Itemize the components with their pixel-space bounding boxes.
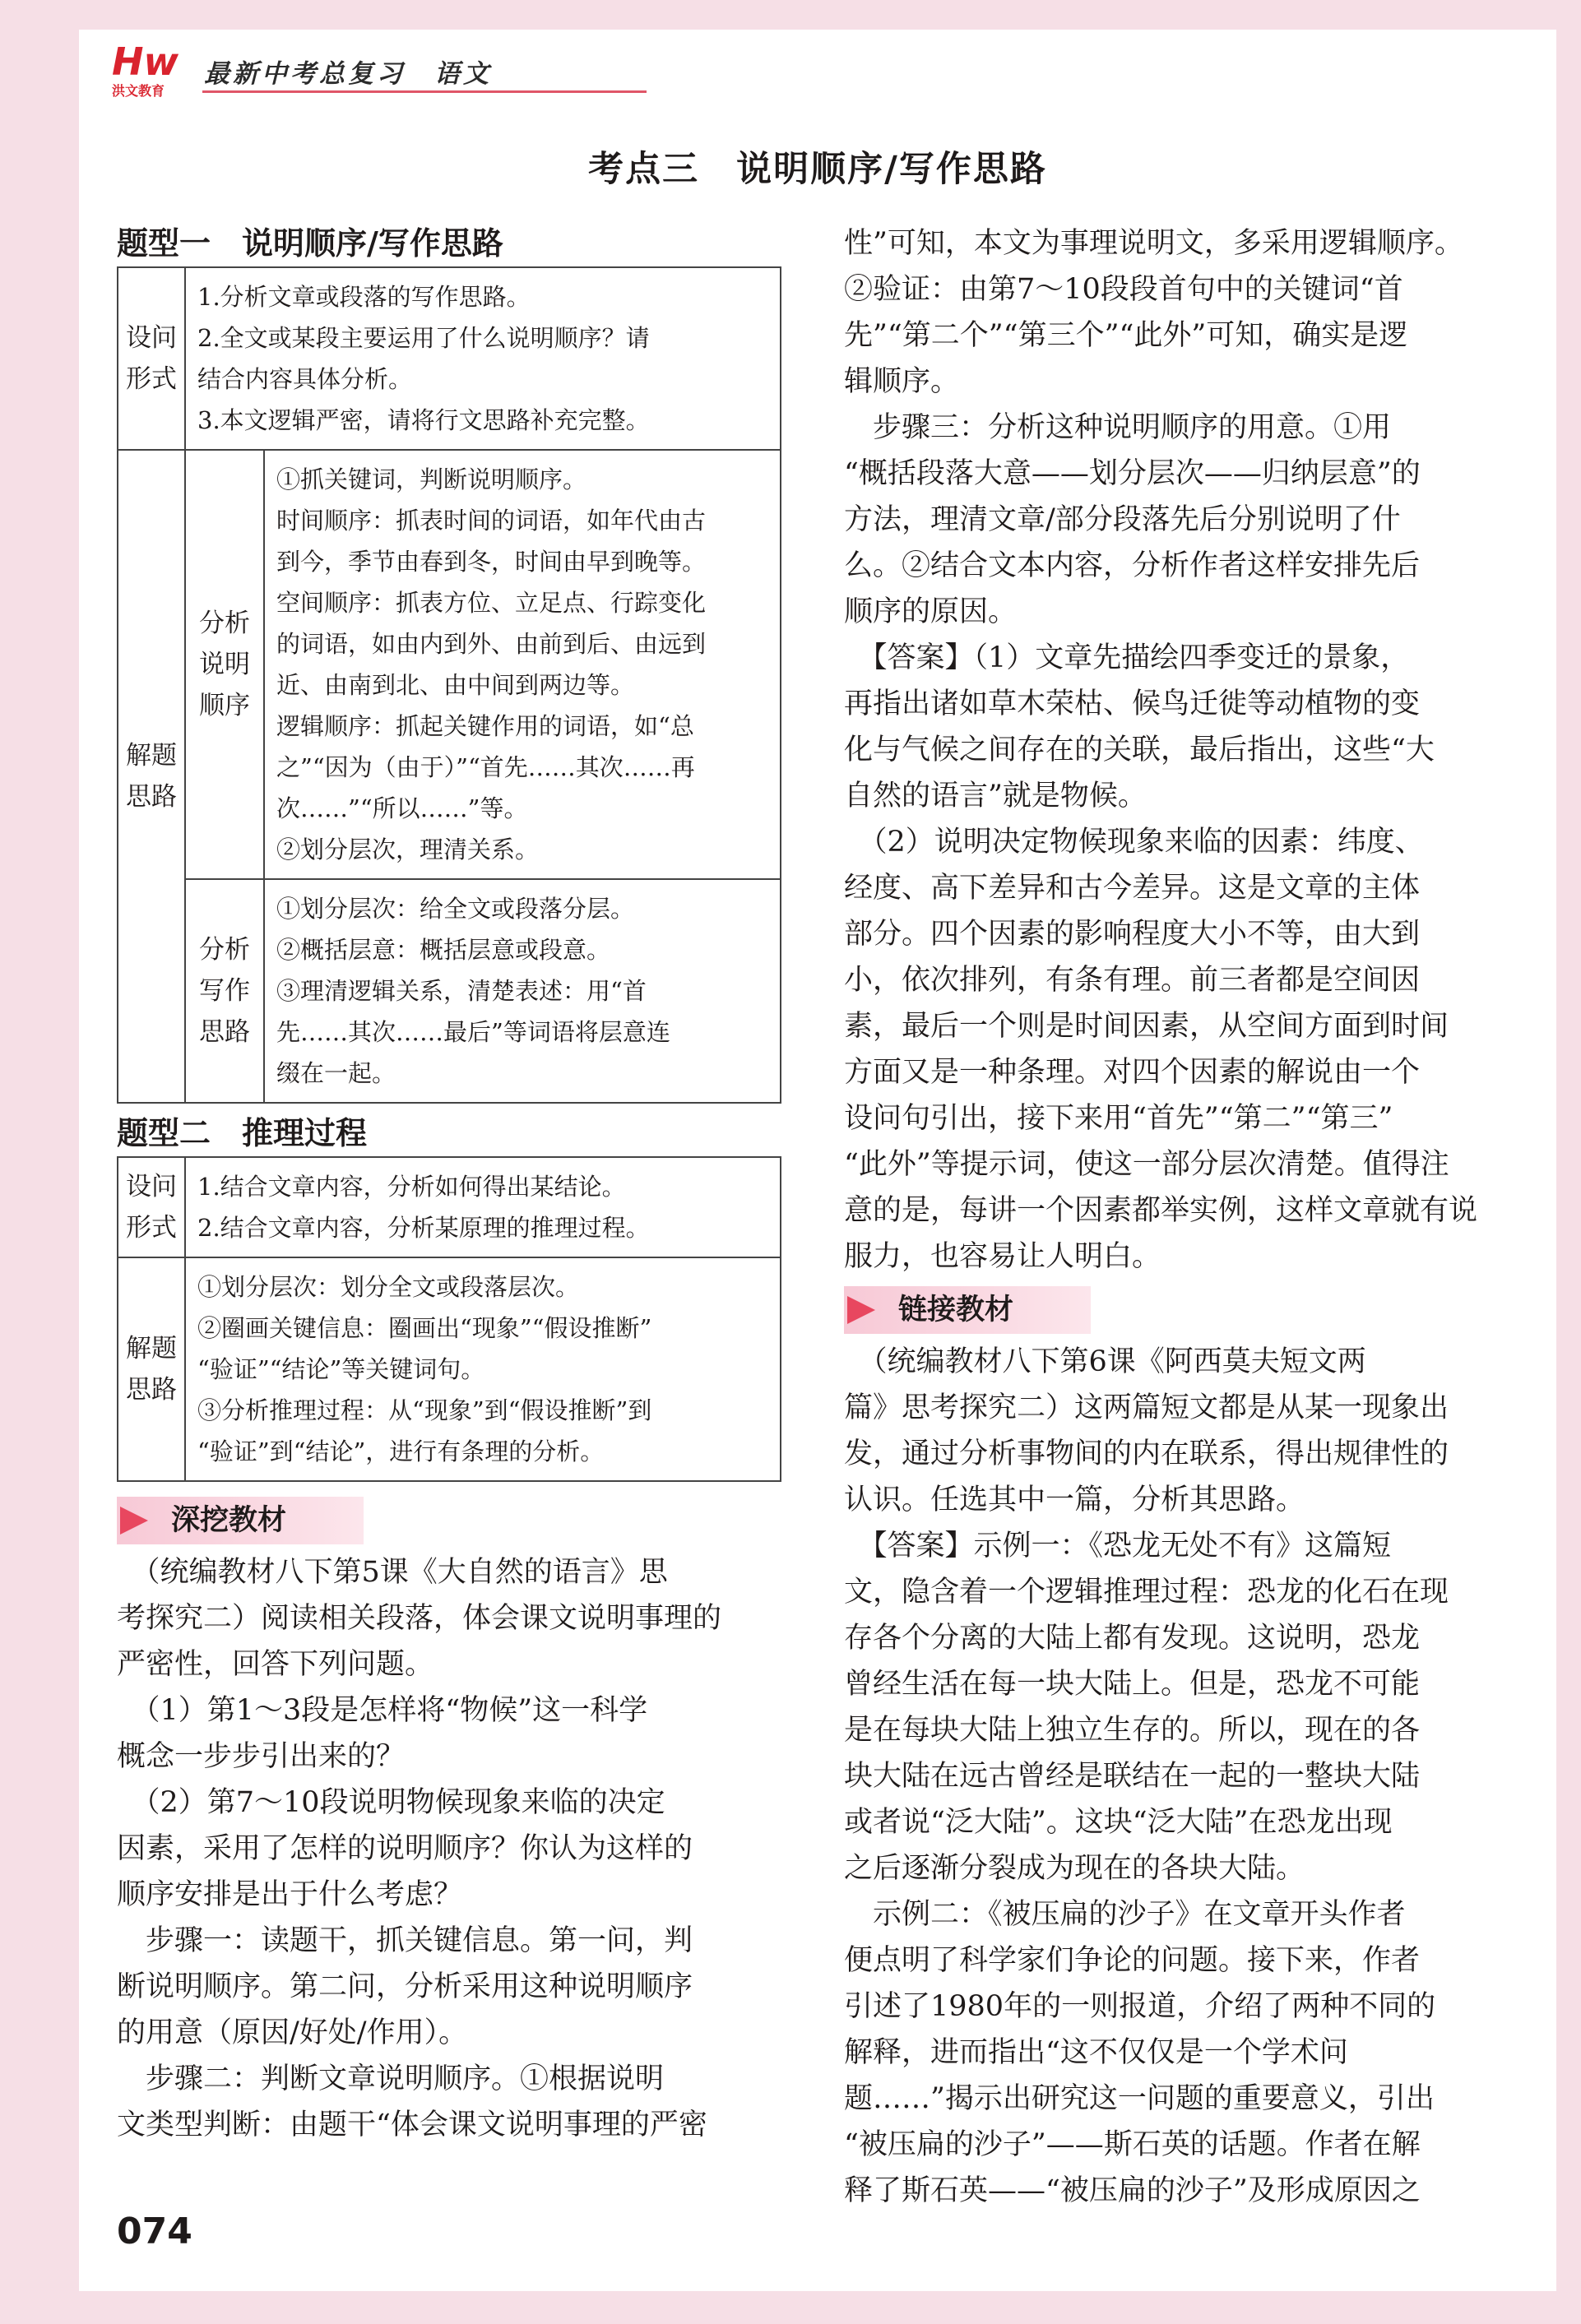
analyze-writing-content: ①划分层次：给全文或段落分层。 ②概括层意：概括层意或段意。 ③理清逻辑关系，清楚表述：用“首 先……其次……最后”等词语将层意连 缀在一起。	[264, 879, 781, 1103]
answer-text-b: （统编教材八下第6课《阿西莫夫短文两 篇》思考探究二）这两篇短文都是从某一现象出 发，通过分析事物间的内在联系，得出规律性的 认识。任选其中一篇，分析其思路。 【答案】示例一：《恐龙无处不有》这篇短 文，隐含着一个逻辑推理过程：恐龙的化石在现 存各个分离的大陆上都有发现。这说明，恐龙 曾经生活在每一块大陆上。但是，恐龙不可能 是在每块大陆上独立生存的。所以，现在的各 块大陆在远古曾经是联结在一起的一整块大陆 或者说“泛大陆”。这块“泛大陆”在恐龙出现 之后逐渐分裂成为现在的各块大陆。 示例二：《被压扁的沙子》在文章开头作者 便点明了科学家们争论的问题。接下来，作者 引述了1980年的一则报道，介绍了两种不同的 解释，进而指出“这不仅仅是一个学术问 题……”揭示出研究这一问题的重要意义，引出 “被压扁的沙子”——斯石英的话题。作者在解 释了斯石英——“被压扁的沙子”及形成原因之	[844, 1345, 1449, 2207]
series-title: 最新中考总复习 语文	[204, 59, 492, 89]
solve-content-2: ①划分层次：划分全文或段落层次。 ②圈画关键信息：圈画出“现象”“假设推断” “验证”“结论”等关键词句。 ③分析推理过程：从“现象”到“假设推断”到 “验证”到“结论”，进行有条理的分析。	[185, 1257, 781, 1481]
page	[79, 30, 1556, 2291]
section1-heading: 题型一 说明顺序/写作思路	[117, 225, 503, 262]
header	[79, 30, 1556, 104]
page-title: 考点三 说明顺序/写作思路	[588, 149, 1047, 190]
link-textbook-label: 链接教材	[898, 1294, 1014, 1326]
ask-form-content-2: 1.结合文章内容，分析如何得出某结论。 2.结合文章内容，分析某原理的推理过程。	[185, 1157, 781, 1257]
ask-form-label: 设问 形式	[118, 267, 185, 450]
link-textbook-banner	[844, 1286, 1091, 1334]
brand-logo: Hw	[112, 39, 178, 84]
page-number: 074	[117, 2211, 192, 2252]
ask-form-label-2: 设问 形式	[118, 1157, 185, 1257]
ask-form-content: 1.分析文章或段落的写作思路。 2.全文或某段主要运用了什么说明顺序？请 结合内容具体分析。 3.本文逻辑严密，请将行文思路补充完整。	[185, 267, 781, 450]
right-column	[844, 220, 1512, 2214]
left-column	[117, 220, 781, 2148]
analyze-order-content: ①抓关键词，判断说明顺序。 时间顺序：抓表时间的词语，如年代由古 到今，季节由春到冬，时间由早到晚等。 空间顺序：抓表方位、立足点、行踪变化 的词语，如由内到外、由前到后、由远到 近、由南到北、由中间到两边等。 逻辑顺序：抓起关键作用的词语，如“总 之”“因为（由于）”“首先……其次……再 次……”“所以……”等。 ②划分层次，理清关系。	[264, 450, 781, 879]
section2-heading: 题型二 推理过程	[117, 1115, 368, 1151]
deep-textbook-banner	[117, 1497, 364, 1544]
brand-name: 洪文教育	[112, 83, 165, 99]
header-rule	[202, 90, 647, 93]
arrow-icon	[847, 1296, 875, 1324]
section2-table	[117, 1156, 781, 1482]
answer-text-a: 性”可知，本文为事理说明文，多采用逻辑顺序。 ②验证：由第7～10段段首句中的关键词“首 先”“第二个”“第三个”“此外”可知，确实是逻 辑顺序。 步骤三：分析这种说明顺序的用意。①用 “概括段落大意——划分层次——归纳层意”的 方法，理清文章/部分段落先后分别说明了什 么。②结合文本内容，分析作者这样安排先后 顺序的原因。 【答案】（1）文章先描绘四季变迁的景象， 再指出诸如草木荣枯、候鸟迁徙等动植物的变 化与气候之间存在的关联，最后指出，这些“大 自然的语言”就是物候。 （2）说明决定物候现象来临的因素：纬度、 经度、高下差异和古今差异。这是文章的主体 部分。四个因素的影响程度大小不等，由大到 小，依次排列，有条有理。前三者都是空间因 素，最后一个则是时间因素，从空间方面到时间 方面又是一种条理。对四个因素的解说由一个 设问句引出，接下来用“首先”“第二”“第三” “此外”等提示词，使这一部分层次清楚。值得注 意的是，每讲一个因素都举实例，这样文章就有说 服力，也容易让人明白。	[844, 227, 1478, 1273]
section1-table	[117, 266, 781, 1104]
solve-label: 解题 思路	[118, 450, 185, 1103]
analyze-writing-label: 分析 写作 思路	[185, 879, 264, 1103]
analyze-order-label: 分析 说明 顺序	[185, 450, 264, 879]
solve-label-2: 解题 思路	[118, 1257, 185, 1481]
deep-textbook-label: 深挖教材	[171, 1504, 287, 1537]
arrow-icon	[120, 1507, 148, 1535]
deep-textbook-text: （统编教材八下第5课《大自然的语言》思 考探究二）阅读相关段落，体会课文说明事理的 严密性，回答下列问题。 （1）第1～3段是怎样将“物候”这一科学 概念一步步引出来的？ （2）第7～10段说明物候现象来临的决定 因素，采用了怎样的说明顺序？你认为这样的 顺序安排是出于什么考虑？ 步骤一：读题干，抓关键信息。第一问，判 断说明顺序。第二问，分析采用这种说明顺序 的用意（原因/好处/作用）。 步骤二：判断文章说明顺序。①根据说明 文类型判断：由题干“体会课文说明事理的严密	[117, 1556, 722, 2141]
